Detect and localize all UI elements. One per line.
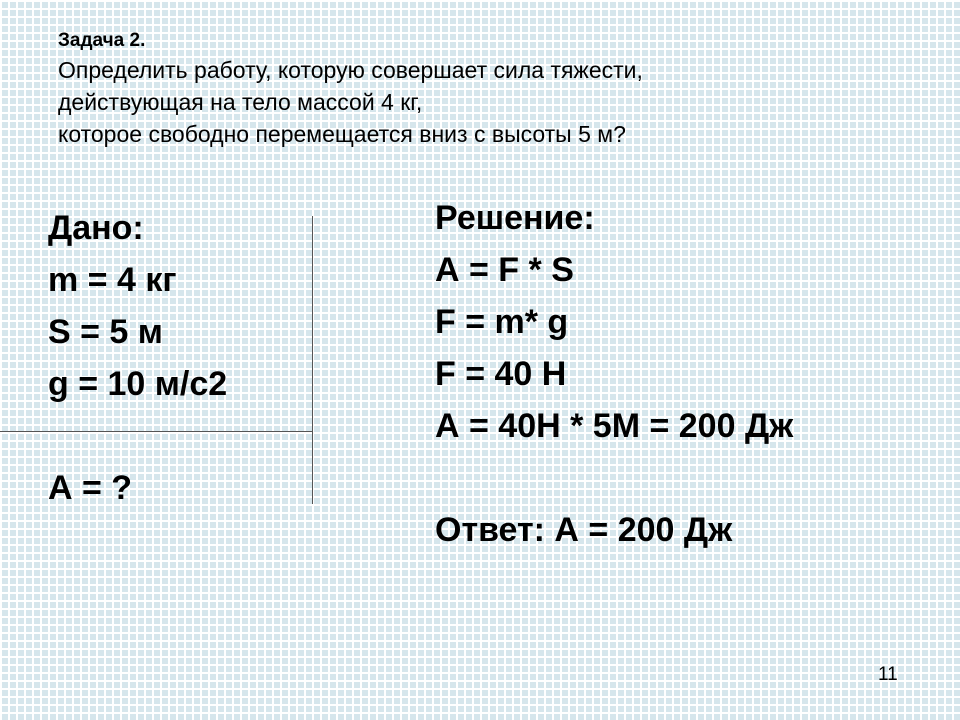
solution-step: А = F * S — [435, 251, 574, 289]
problem-line: Определить работу, которую совершает сила тяжести, — [58, 57, 643, 83]
spacer — [48, 410, 227, 462]
solution-step: F = 40 Н — [435, 355, 567, 393]
solution-section — [435, 192, 793, 556]
page-number: 11 — [878, 664, 898, 685]
problem-title: Задача 2. — [58, 30, 146, 51]
solution-step: F = m* g — [435, 303, 569, 341]
answer: Ответ: А = 200 Дж — [435, 511, 733, 549]
solution-heading: Решение: — [435, 199, 595, 237]
given-heading: Дано: — [48, 209, 144, 247]
horizontal-divider — [0, 431, 313, 432]
given-section — [48, 202, 227, 514]
problem-line: действующая на тело массой 4 кг, — [58, 89, 423, 115]
given-item: g = 10 м/с2 — [48, 365, 228, 403]
vertical-divider — [312, 216, 313, 504]
spacer — [435, 452, 793, 504]
problem-statement — [58, 28, 938, 150]
unknown-value: А = ? — [48, 469, 133, 507]
given-item: S = 5 м — [48, 313, 163, 351]
problem-line: которое свободно перемещается вниз с высоты 5 м? — [58, 121, 626, 147]
given-item: m = 4 кг — [48, 261, 177, 299]
solution-step: А = 40Н * 5М = 200 Дж — [435, 407, 794, 445]
